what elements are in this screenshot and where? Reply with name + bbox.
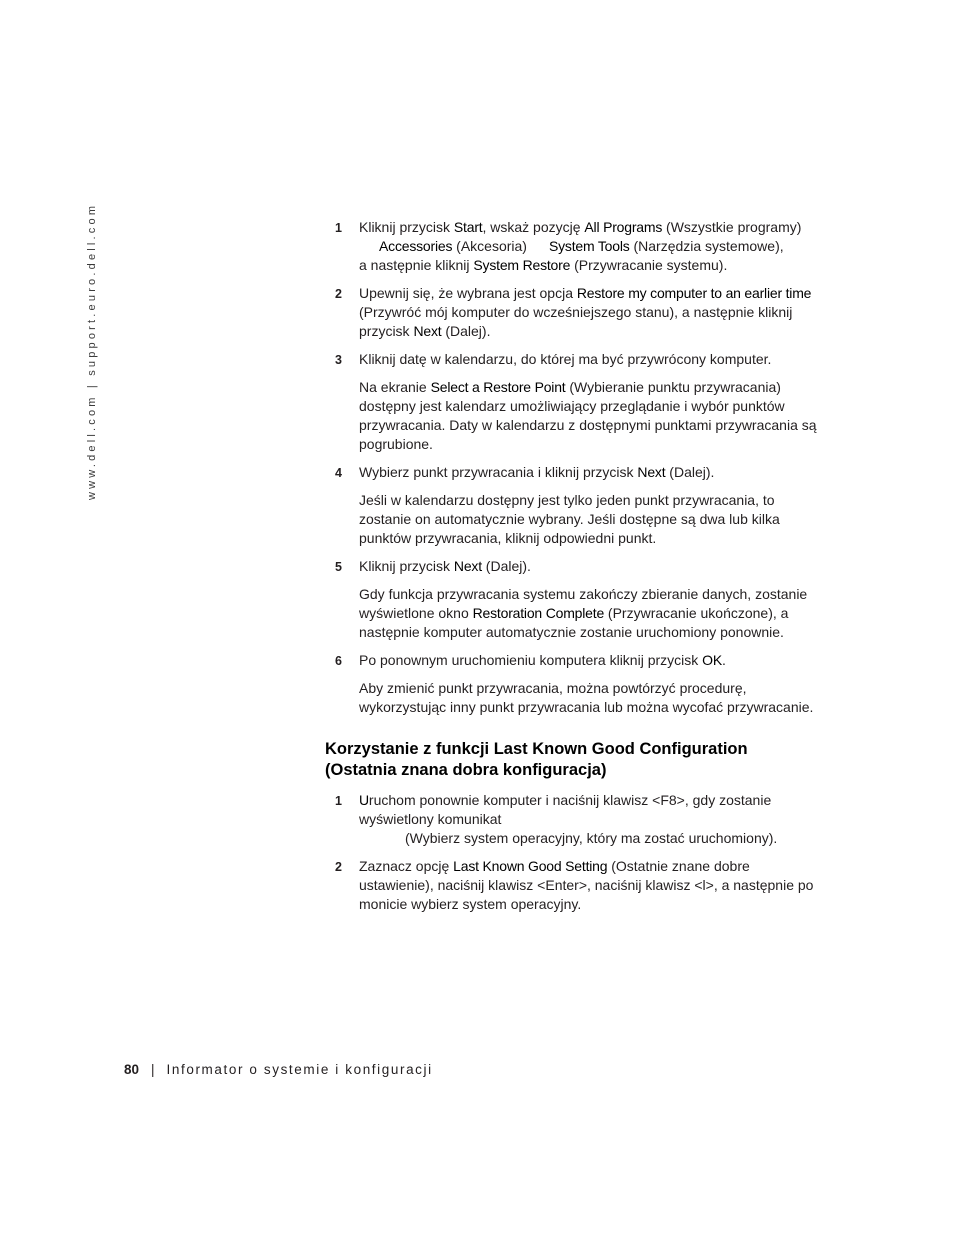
step-number: 2 [335, 287, 342, 301]
step-number: 4 [335, 466, 342, 480]
ui-system-restore: System Restore [473, 257, 571, 273]
footer-separator: | [151, 1062, 155, 1077]
ui-all-programs: All Programs [584, 219, 663, 235]
ui-next: Next [413, 323, 442, 339]
side-url: www.dell.com | support.euro.dell.com [86, 202, 98, 500]
step-number: 1 [335, 794, 342, 808]
step-3-note: Na ekranie Select a Restore Point (Wybieranie punktu przywracania) dostępny jest kalendarz umożliwiający przeglądanie i wybór punktów przywracania. Daty w kalendarzu z dostępnymi punktami przywracania są pogrubione. [359, 379, 817, 452]
lkg-step-1: 1 Uruchom ponownie komputer i naciśnij klawisz <F8>, gdy zostanie wyświetlony komunikat (Wybierz system operacyjny, który ma zostać uruchomiony). [335, 792, 778, 846]
step-6: 6 Po ponownym uruchomieniu komputera kliknij przycisk OK. [325, 651, 825, 670]
ui-accessories: Accessories [379, 238, 453, 254]
step-1: 1 Kliknij przycisk Start, wskaż pozycję All Programs (Wszystkie programy) Accessories (Akcesoria) System Tools (Narzędzia systemowe), a następnie kliknij System Restore (Przywracanie systemu). [335, 219, 802, 273]
footer-title: Informator o systemie i konfiguracji [166, 1062, 433, 1077]
step-5-note: Gdy funkcja przywracania systemu zakończy zbieranie danych, zostanie wyświetlone okno Restoration Complete (Przywracanie ukończone), a następnie komputer automatycznie zostanie uruchomiony ponownie. [359, 586, 808, 640]
step-5: 5 Kliknij przycisk Next (Dalej). [325, 557, 825, 576]
page-footer [124, 1062, 433, 1077]
ui-start: Start [453, 219, 483, 235]
ui-ok: OK [702, 652, 722, 668]
step-3: 3 Kliknij datę w kalendarzu, do której ma być przywrócony komputer. [325, 350, 825, 369]
ui-next: Next [637, 464, 666, 480]
ui-system-tools: System Tools [548, 238, 630, 254]
step-4-note: Jeśli w kalendarzu dostępny jest tylko jeden punkt przywracania, to zostanie on automatycznie wybrany. Jeśli dostępne są dwa lub kilka punktów przywracania, kliknij odpowiedni punkt. [359, 492, 780, 546]
step-number: 5 [335, 560, 342, 574]
page-number: 80 [124, 1062, 140, 1077]
section-heading: Korzystanie z funkcji Last Known Good Configuration (Ostatnia znana dobra konfiguracja) [325, 740, 748, 779]
step-number: 1 [335, 221, 342, 235]
lkg-step-2: 2 Zaznacz opcję Last Known Good Setting (Ostatnie znane dobre ustawienie), naciśnij klawisz <Enter>, naciśnij klawisz <l>, a następnie po monicie wybierz system operacyjny. [335, 858, 814, 912]
step-number: 3 [335, 353, 342, 367]
step-4: 4 Wybierz punkt przywracania i kliknij przycisk Next (Dalej). [325, 463, 825, 482]
step-6-note: Aby zmienić punkt przywracania, można powtórzyć procedurę, wykorzystując inny punkt przywracania lub można wycofać przywracanie. [359, 680, 814, 715]
ui-restore-option: Restore my computer to an earlier time [576, 285, 812, 301]
ui-restoration-complete: Restoration Complete [472, 605, 605, 621]
ui-select-restore-point: Select a Restore Point [430, 379, 566, 395]
step-number: 6 [335, 654, 342, 668]
step-number: 2 [335, 860, 342, 874]
main-content [325, 218, 825, 923]
ui-next: Next [453, 558, 482, 574]
ui-last-known-good-setting: Last Known Good Setting [453, 858, 608, 874]
step-2: 2 Upewnij się, że wybrana jest opcja Restore my computer to an earlier time (Przywróć mój komputer do wcześniejszego stanu), a następnie kliknij przycisk Next (Dalej). [335, 285, 812, 339]
